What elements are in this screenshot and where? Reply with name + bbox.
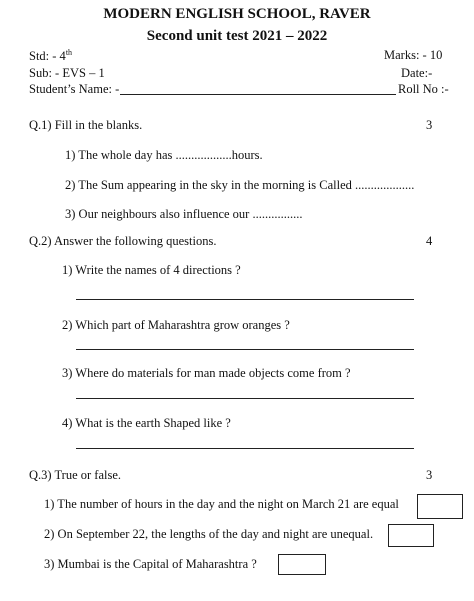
- q2-item-2: 2) Which part of Maharashtra grow oranges ?: [62, 318, 290, 332]
- q3-marks: 3: [426, 468, 433, 482]
- q2-answer-line-4[interactable]: [76, 448, 414, 449]
- q1-item-3: 3) Our neighbours also influence our ................: [65, 207, 303, 221]
- subject-label: Sub: - EVS – 1: [29, 66, 105, 80]
- marks-label: Marks: - 10: [384, 48, 443, 62]
- school-name: MODERN ENGLISH SCHOOL, RAVER: [103, 6, 371, 22]
- q2-heading: Q.2) Answer the following questions.: [29, 234, 217, 248]
- student-name-line[interactable]: [120, 94, 396, 95]
- q3-item-1: 1) The number of hours in the day and the night on March 21 are equal: [44, 497, 399, 511]
- q3-item-2: 2) On September 22, the lengths of the day and night are unequal.: [44, 527, 374, 541]
- q1-marks: 3: [426, 118, 433, 132]
- exam-title: Second unit test 2021 – 2022: [146, 28, 328, 44]
- standard-label: [29, 48, 72, 64]
- standard-text: Std: - 4: [29, 49, 66, 64]
- student-name-label: Student’s Name: -: [29, 82, 120, 96]
- q1-item-2: 2) The Sum appearing in the sky in the morning is Called ...................: [65, 178, 415, 192]
- q3-answer-box-1[interactable]: [417, 494, 463, 519]
- q2-marks: 4: [426, 234, 433, 248]
- q2-answer-line-3[interactable]: [76, 398, 414, 399]
- q1-item-1: 1) The whole day has ..................hours.: [65, 148, 263, 162]
- roll-no-label: Roll No :-: [398, 82, 449, 96]
- date-label: Date:-: [401, 66, 433, 80]
- q3-item-3: 3) Mumbai is the Capital of Maharashtra ?: [44, 557, 257, 571]
- q2-item-4: 4) What is the earth Shaped like ?: [62, 416, 231, 430]
- q3-answer-box-3[interactable]: [278, 554, 326, 575]
- q2-answer-line-1[interactable]: [76, 299, 414, 300]
- q3-heading: Q.3) True or false.: [29, 468, 122, 482]
- q2-item-3: 3) Where do materials for man made objects come from ?: [62, 366, 351, 380]
- q1-heading: Q.1) Fill in the blanks.: [29, 118, 143, 132]
- standard-superscript: th: [65, 48, 73, 57]
- q3-answer-box-2[interactable]: [388, 524, 434, 547]
- q2-answer-line-2[interactable]: [76, 349, 414, 350]
- q2-item-1: 1) Write the names of 4 directions ?: [62, 263, 241, 277]
